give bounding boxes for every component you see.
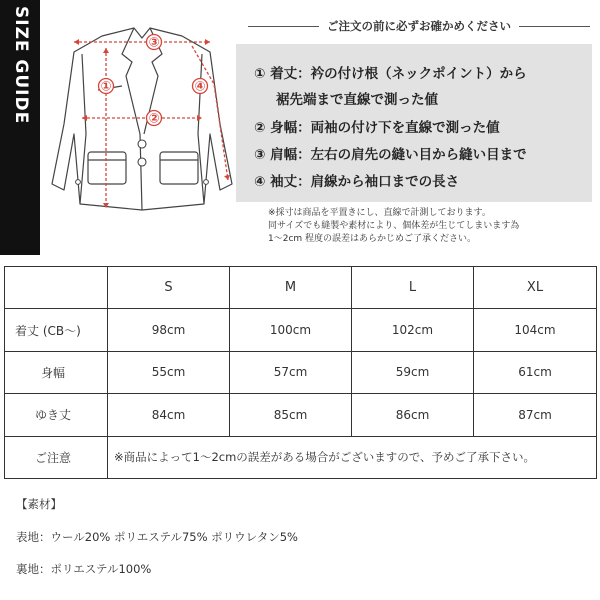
fine-print-line: 1〜2cm 程度の誤差はあらかじめご了承ください。 (268, 234, 477, 244)
table-cell: 102cm (352, 309, 474, 351)
table-header-m: M (230, 267, 352, 309)
notice-title: ご注文の前に必ずお確かめください (327, 19, 511, 33)
table-header-corner (5, 267, 108, 309)
notice-rule-right (519, 26, 590, 27)
table-cell: 57cm (230, 351, 352, 393)
table-row (5, 394, 597, 436)
table-cell: 100cm (230, 309, 352, 351)
table-cell: 87cm (474, 394, 597, 436)
table-cell: 104cm (474, 309, 597, 351)
marker-1: ① (100, 79, 112, 95)
table-header-xl: XL (474, 267, 597, 309)
row-label-length: 着丈 (CB〜) (5, 309, 108, 351)
table-cell: 84cm (108, 394, 230, 436)
fine-print-line: ※採寸は商品を平置きにし、直線で計測しております。 (268, 208, 491, 218)
table-cell: 98cm (108, 309, 230, 351)
banner-text: SIZE GUIDE (11, 6, 31, 125)
fine-print (268, 207, 596, 246)
measure-line-sleeve: ④ 袖丈：肩線から袖口までの長さ (254, 174, 460, 190)
table-note-row (5, 436, 597, 478)
fine-print-line: 同サイズでも縫製や素材により、個体差が生じてしまいます為 (268, 221, 520, 231)
table-header-l: L (352, 267, 474, 309)
size-guide-banner (0, 0, 40, 255)
size-table (4, 266, 597, 479)
material-heading: 【素材】 (16, 497, 62, 511)
table-cell: 85cm (230, 394, 352, 436)
notice-header (248, 14, 590, 38)
row-label-width: 身幅 (5, 351, 108, 393)
note-text: ※商品によって1〜2cmの誤差がある場合がございますので、予めご了承下さい。 (108, 436, 597, 478)
notice-rule-left (248, 26, 319, 27)
marker-3: ③ (148, 35, 160, 51)
note-label: ご注意 (5, 436, 108, 478)
marker-4: ④ (194, 79, 206, 95)
table-row (5, 351, 597, 393)
table-row (5, 309, 597, 351)
table-header-s: S (108, 267, 230, 309)
measure-line-width: ② 身幅：両袖の付け下を直線で測った値 (254, 120, 500, 136)
table-cell: 86cm (352, 394, 474, 436)
material-lining: 裏地：ポリエステル100% (16, 562, 152, 576)
table-cell: 59cm (352, 351, 474, 393)
measure-line-length-1: ① 着丈：衿の付け根（ネックポイント）から (254, 66, 527, 82)
measure-line-shoulder: ③ 肩幅：左右の肩先の縫い目から縫い目まで (254, 147, 527, 163)
jacket-diagram (42, 14, 242, 219)
table-cell: 55cm (108, 351, 230, 393)
measure-line-length-2: 裾先端まで直線で測った値 (276, 92, 438, 108)
marker-2: ② (148, 111, 160, 127)
table-cell: 61cm (474, 351, 597, 393)
table-header-row (5, 267, 597, 309)
material-outer: 表地：ウール20% ポリエステル75% ポリウレタン5% (16, 530, 298, 544)
row-label-sleeve: ゆき丈 (5, 394, 108, 436)
measurement-box (236, 44, 592, 202)
